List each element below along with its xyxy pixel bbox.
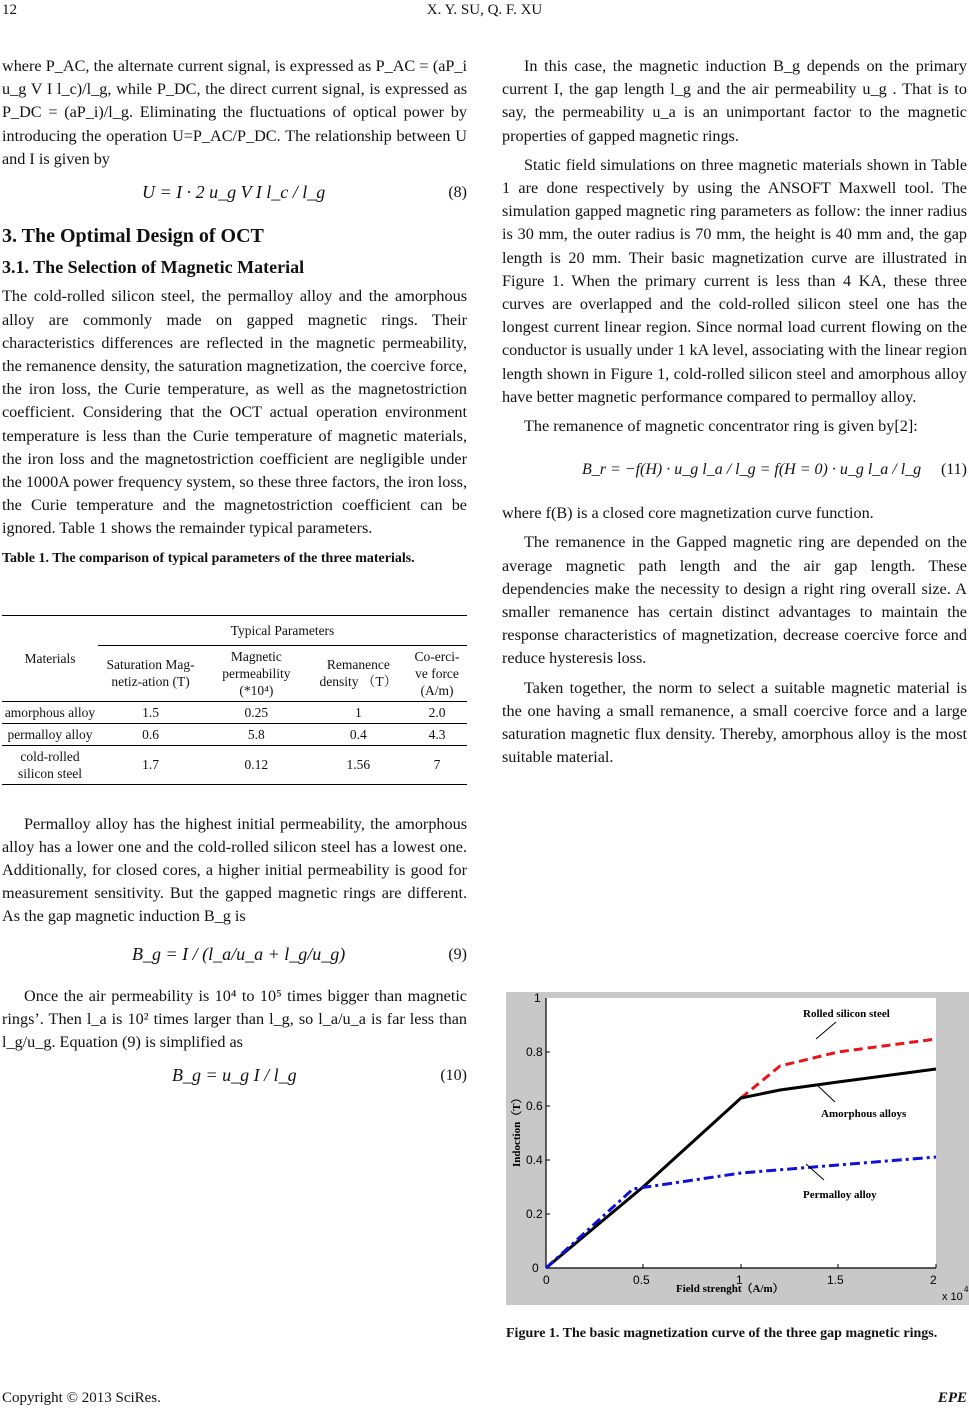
running-head: X. Y. SU, Q. F. XU: [426, 2, 543, 18]
section-title: 3. The Optimal Design of OCT: [2, 225, 264, 248]
equation-body: B_r = −f(H) · u_g l_a / l_g = f(H = 0) · u_g l_a / l_g: [582, 461, 922, 479]
svg-text:0.2: 0.2: [526, 1207, 543, 1221]
equation-body: B_g = I / (l_a/u_a + l_g/u_g): [132, 943, 346, 964]
paragraph: Permalloy alloy has the highest initial permeability, the amorphous alloy has a lower one and the cold-rolled silicon steel has a lowest one. Additionally, for closed cores, a higher initial permeability is good for measurement sensitivity. But the gapped magnetic rings are different. As the gap magnetic induction B_g is: [2, 814, 467, 926]
paragraph: where f(B) is a closed core magnetization curve function.: [502, 504, 874, 523]
paragraph: where P_AC, the alternate current signal, is expressed as P_AC = (aP_i u_g V I l_c)/l_g, while P_DC, the direct current signal, is expressed as P_DC = (aP_i)/l_g. Eliminating the fluctuations of optical power by introducing the operation U=P_AC/P_DC. The relationship between U and I is given by: [2, 57, 467, 168]
page-footer: [2, 1390, 967, 1407]
figure-caption: Figure 1. The basic magnetization curve of the three gap magnetic rings.: [506, 1326, 938, 1341]
equation-10: [2, 1054, 467, 1096]
svg-text:1: 1: [736, 1273, 743, 1287]
svg-text:0.8: 0.8: [526, 1045, 543, 1059]
svg-text:2: 2: [930, 1273, 937, 1287]
paragraph: In this case, the magnetic induction B_g depends on the primary current I, the gap length l_g and the air permeability u_g . That is to say, the permeability u_a is an unimportant factor to the magnetic properties of gapped magnetic rings.: [502, 57, 967, 145]
left-column: [2, 55, 467, 1096]
svg-text:4: 4: [964, 1285, 969, 1294]
right-column: [502, 55, 967, 769]
paragraph: The cold-rolled silicon steel, the permalloy alloy and the amorphous alloy are commonly made on gapped magnetic rings. Their characteristics differences are reflected in the magnetic permeability, the remanence density, the saturation magnetization, the coercive force, the iron loss, the Curie temperature, as well as the magnetostriction coefficient. Considering that the OCT actual operation environment temperature is less than the Curie temperature of magnetic materials, the iron loss and the magnetostriction coefficient are negligible under the 1000A power frequency system, so these three factors, the iron loss, the Curie temperature and the magnetostriction coefficient can be ignored. Table 1 shows the remainder typical parameters.: [2, 287, 467, 538]
paragraph: Taken together, the norm to select a suitable magnetic material is the one having a small remanence, a small coercive force and a large saturation magnetic flux density. Thereby, amorphous alloy is the most suitable material.: [502, 678, 967, 767]
table-row: cold-rolled silicon steel 1.7 0.12 1.56 7: [2, 745, 467, 784]
equation-body: B_g = u_g I / l_g: [172, 1065, 297, 1086]
parameters-table: [2, 615, 467, 785]
svg-text:0.6: 0.6: [526, 1099, 543, 1113]
svg-text:0.4: 0.4: [526, 1153, 543, 1167]
column-header: Remanence density （T）: [319, 657, 398, 690]
equation-number: (9): [448, 945, 467, 963]
equation-number: (11): [940, 461, 967, 479]
journal-abbrev: EPE: [937, 1390, 967, 1406]
annotation-amorphous-alloys: Amorphous alloys: [821, 1108, 907, 1120]
equation-9: [2, 929, 467, 985]
svg-text:1: 1: [534, 992, 541, 1005]
svg-text:Indoction（T）: Indoction（T）: [511, 1092, 523, 1167]
annotation-rolled-silicon-steel: Rolled silicon steel: [803, 1008, 890, 1020]
subsection-title: 3.1. The Selection of Magnetic Material: [2, 257, 305, 278]
equation-body: U = I · 2 u_g V I l_c / l_g: [142, 182, 326, 203]
equation-number: (8): [448, 184, 467, 202]
svg-text:Field strenght（A/m）: Field strenght（A/m）: [676, 1283, 784, 1295]
column-header: Co-erci-ve force (A/m): [414, 648, 460, 698]
svg-text:x 10: x 10: [942, 1291, 963, 1303]
svg-text:0: 0: [532, 1261, 539, 1275]
table-row: permalloy alloy 0.6 5.8 0.4 4.3: [2, 723, 467, 745]
magnetization-chart: [506, 992, 969, 1305]
table-caption: Table 1. The comparison of typical parameters of the three materials.: [2, 550, 415, 566]
paragraph: Static field simulations on three magnetic materials shown in Table 1 are done respectively by using the ANSOFT Maxwell tool. The simulation gapped magnetic ring parameters as follow: the inner radius is 30 mm, the outer radius is 70 mm, the height is 40 mm and, the gap length is 20 mm. Their basic magnetization curve are illustrated in Figure 1. When the primary current is less than 4 KA, these three curves are overlapped and the cold-rolled silicon steel one has the longest current linear region. Since normal load current flowing on the conductor is usually under 1 kA level, associating with the linear region length shown in Figure 1, cold-rolled silicon steel and amorphous alloy have better magnetic performance compared to permalloy alloy.: [502, 155, 967, 406]
table-row: amorphous alloy 1.5 0.25 1 2.0: [2, 701, 467, 723]
copyright: Copyright © 2013 SciRes.: [2, 1390, 161, 1406]
equation-number: (10): [440, 1067, 467, 1085]
group-header: Typical Parameters: [230, 622, 335, 638]
figure-1-chart: [506, 992, 969, 1305]
equation-8: [2, 171, 467, 213]
svg-text:0.5: 0.5: [633, 1273, 650, 1287]
svg-text:1.5: 1.5: [827, 1273, 844, 1287]
svg-text:0: 0: [543, 1273, 550, 1287]
column-header: Magnetic permeability (*10⁴): [222, 648, 291, 698]
paragraph: The remanence in the Gapped magnetic ring are depended on the average magnetic path length and the air gap length. These dependencies make the necessity to design a right ring overall size. A smaller remanence has certain distinct advantages to maintain the response characteristics of magnetization, decrease coercive force and reduce hysteresis loss.: [502, 533, 967, 668]
paragraph: Once the air permeability is 10⁴ to 10⁵ times bigger than magnetic rings’. Then l_a is 10² times larger than l_g, so l_a/u_a is far less than l_g/u_g. Equation (9) is simplified as: [2, 986, 467, 1052]
paragraph: The remanence of magnetic concentrator ring is given by[2]:: [524, 417, 918, 436]
annotation-permalloy-alloy: Permalloy alloy: [803, 1189, 877, 1201]
row-header: Materials: [24, 650, 76, 666]
page-header: [0, 0, 969, 30]
column-header: Saturation Mag-netiz-ation (T): [106, 657, 195, 690]
equation-11: [502, 438, 967, 502]
page-number: 12: [2, 2, 17, 18]
